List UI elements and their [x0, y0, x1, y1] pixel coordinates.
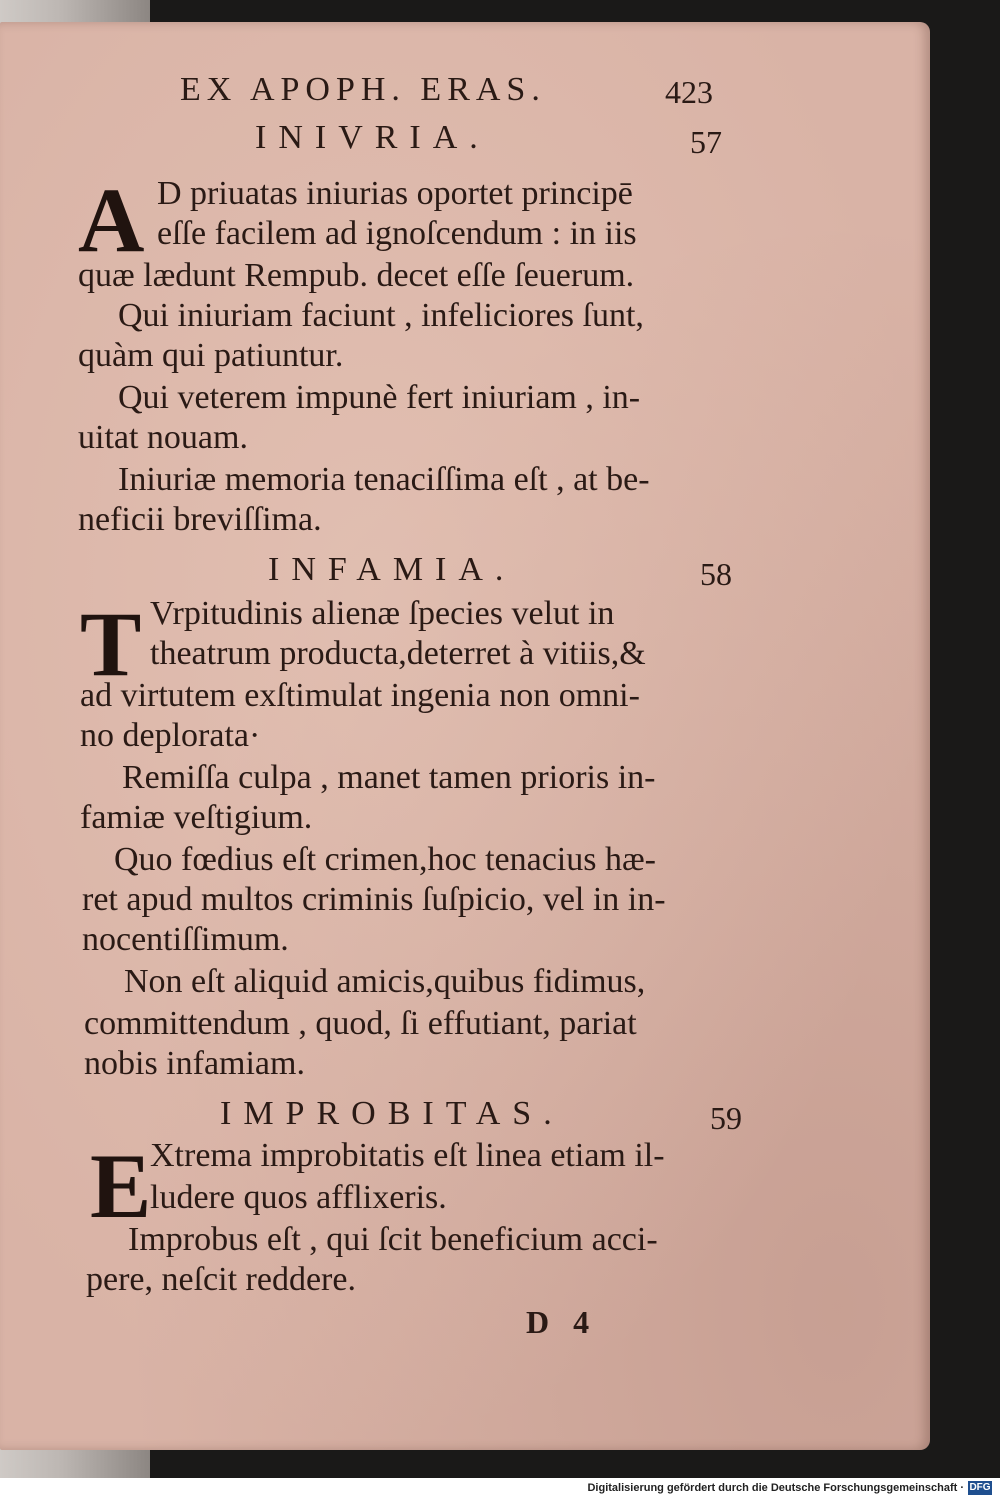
text-line: ret apud multos criminis ſuſpicio, vel in in- [82, 881, 666, 918]
section-heading-improbitas: IMPROBITAS. [220, 1095, 564, 1132]
text-line: nobis infamiam. [84, 1045, 305, 1082]
running-header-title: EX APOPH. ERAS. [180, 71, 546, 108]
text-line: theatrum producta,deterret à vitiis,& [150, 635, 646, 672]
text-line: Xtrema improbitatis eſt linea etiam il- [150, 1137, 665, 1174]
section-number-59: 59 [710, 1100, 742, 1136]
text-line: Qui veterem impunè fert iniuriam , in- [118, 379, 641, 416]
section-heading-infamia: INFAMIA. [268, 551, 516, 588]
drop-cap-a: A [78, 169, 145, 271]
section-number-58: 58 [700, 556, 732, 592]
text-line: committendum , quod, ſi effutiant, pariat [84, 1005, 637, 1042]
section-heading-iniuria: INIVRIA. [255, 119, 490, 156]
text-line: Improbus eſt , qui ſcit beneficium acci- [128, 1221, 658, 1258]
text-line: neficii breviſſima. [78, 501, 322, 538]
text-line: quàm qui patiuntur. [78, 337, 344, 374]
text-line: ad virtutem exſtimulat ingenia non omni- [80, 677, 640, 714]
running-header-page-number: 423 [665, 74, 713, 110]
text-line: pere, neſcit reddere. [86, 1261, 356, 1298]
drop-cap-e: E [90, 1135, 152, 1237]
signature-mark: D 4 [526, 1304, 598, 1340]
text-line: Quo fœdius eſt crimen,hoc tenacius hæ- [114, 841, 656, 878]
text-line: eſſe facilem ad ignoſcendum : in iis [157, 215, 637, 252]
text-line: Qui iniuriam faciunt , infeliciores ſunt, [118, 297, 644, 334]
section-number-57: 57 [690, 124, 722, 160]
text-line: uitat nouam. [78, 419, 248, 456]
text-line: Remiſſa culpa , manet tamen prioris in- [122, 759, 656, 796]
text-line: Iniuriæ memoria tenaciſſima eſt , at be- [118, 461, 650, 498]
text-line: Non eſt aliquid amicis,quibus fidimus, [124, 963, 646, 1000]
text-line: famiæ veſtigium. [80, 799, 313, 836]
footer-credit: Digitalisierung gefördert durch die Deutsche Forschungsgemeinschaft · [587, 1482, 964, 1494]
drop-cap-t: T [80, 593, 142, 695]
text-line: Vrpitudinis alienæ ſpecies velut in [150, 595, 615, 632]
text-line: ludere quos afflixeris. [150, 1179, 447, 1216]
text-line: quæ lædunt Rempub. decet eſſe ſeuerum. [78, 257, 635, 294]
text-line: D priuatas iniurias oportet principē [157, 175, 633, 212]
dfg-logo: DFG [969, 1482, 991, 1493]
text-line: nocentiſſimum. [82, 921, 289, 958]
text-line: no deplorata· [80, 717, 261, 754]
book-page [0, 22, 930, 1450]
